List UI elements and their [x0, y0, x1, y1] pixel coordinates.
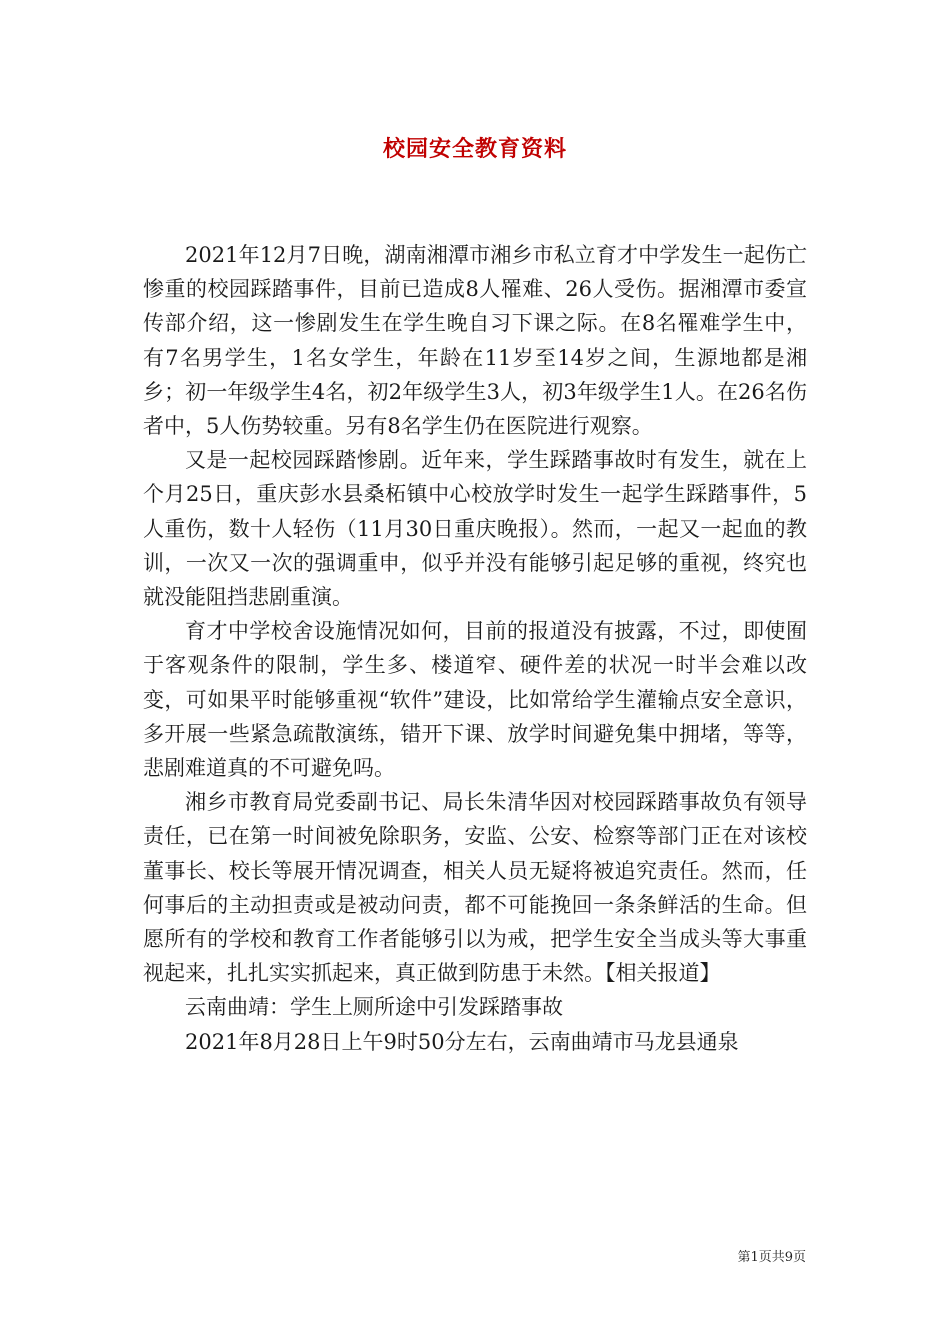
page-number: 第1页共9页 [737, 1250, 806, 1265]
paragraph: 2021年12月7日晚，湖南湘潭市湘乡市私立育才中学发生一起伤亡惨重的校园踩踏事件，目前已造成8人罹难、26人受伤。据湘潭市委宣传部介绍，这一惨剧发生在学生晚自习下课之际。在8名罹难学生中，有7名男学生，1名女学生，年龄在11岁至14岁之间，生源地都是湘乡；初一年级学生4名，初2年级学生3人，初3年级学生1人。在26名伤者中，5人伤势较重。另有8名学生仍在医院进行观察。 [143, 243, 807, 439]
document-body [143, 238, 807, 1059]
paragraph: 育才中学校舍设施情况如何，目前的报道没有披露，不过，即使囿于客观条件的限制，学生多、楼道窄、硬件差的状况一时半会难以改变，可如果平时能够重视“软件”建设，比如常给学生灌输点安全意识，多开展一些紧急疏散演练，错开下课、放学时间避免集中拥堵，等等，悲剧难道真的不可避免吗。 [143, 619, 807, 781]
paragraph: 湘乡市教育局党委副书记、局长朱清华因对校园踩踏事故负有领导责任，已在第一时间被免除职务，安监、公安、检察等部门正在对该校董事长、校长等展开情况调查，相关人员无疑将被追究责任。然而，任何事后的主动担责或是被动问责，都不可能挽回一条条鲜活的生命。但愿所有的学校和教育工作者能够引以为戒，把学生安全当成头等大事重视起来，扎扎实实抓起来，真正做到防患于未然。【相关报道】 [143, 790, 807, 986]
paragraph: 云南曲靖：学生上厕所途中引发踩踏事故 [185, 995, 563, 1020]
paragraph: 又是一起校园踩踏惨剧。近年来，学生踩踏事故时有发生，就在上个月25日，重庆彭水县桑柘镇中心校放学时发生一起学生踩踏事件，5人重伤，数十人轻伤（11月30日重庆晚报）。然而，一起又一起血的教训，一次又一次的强调重申，似乎并没有能够引起足够的重视，终究也就没能阻挡悲剧重演。 [143, 448, 807, 610]
paragraph: 2021年8月28日上午9时50分左右，云南曲靖市马龙县通泉 [185, 1029, 739, 1054]
document-title: 校园安全教育资料 [382, 137, 567, 162]
